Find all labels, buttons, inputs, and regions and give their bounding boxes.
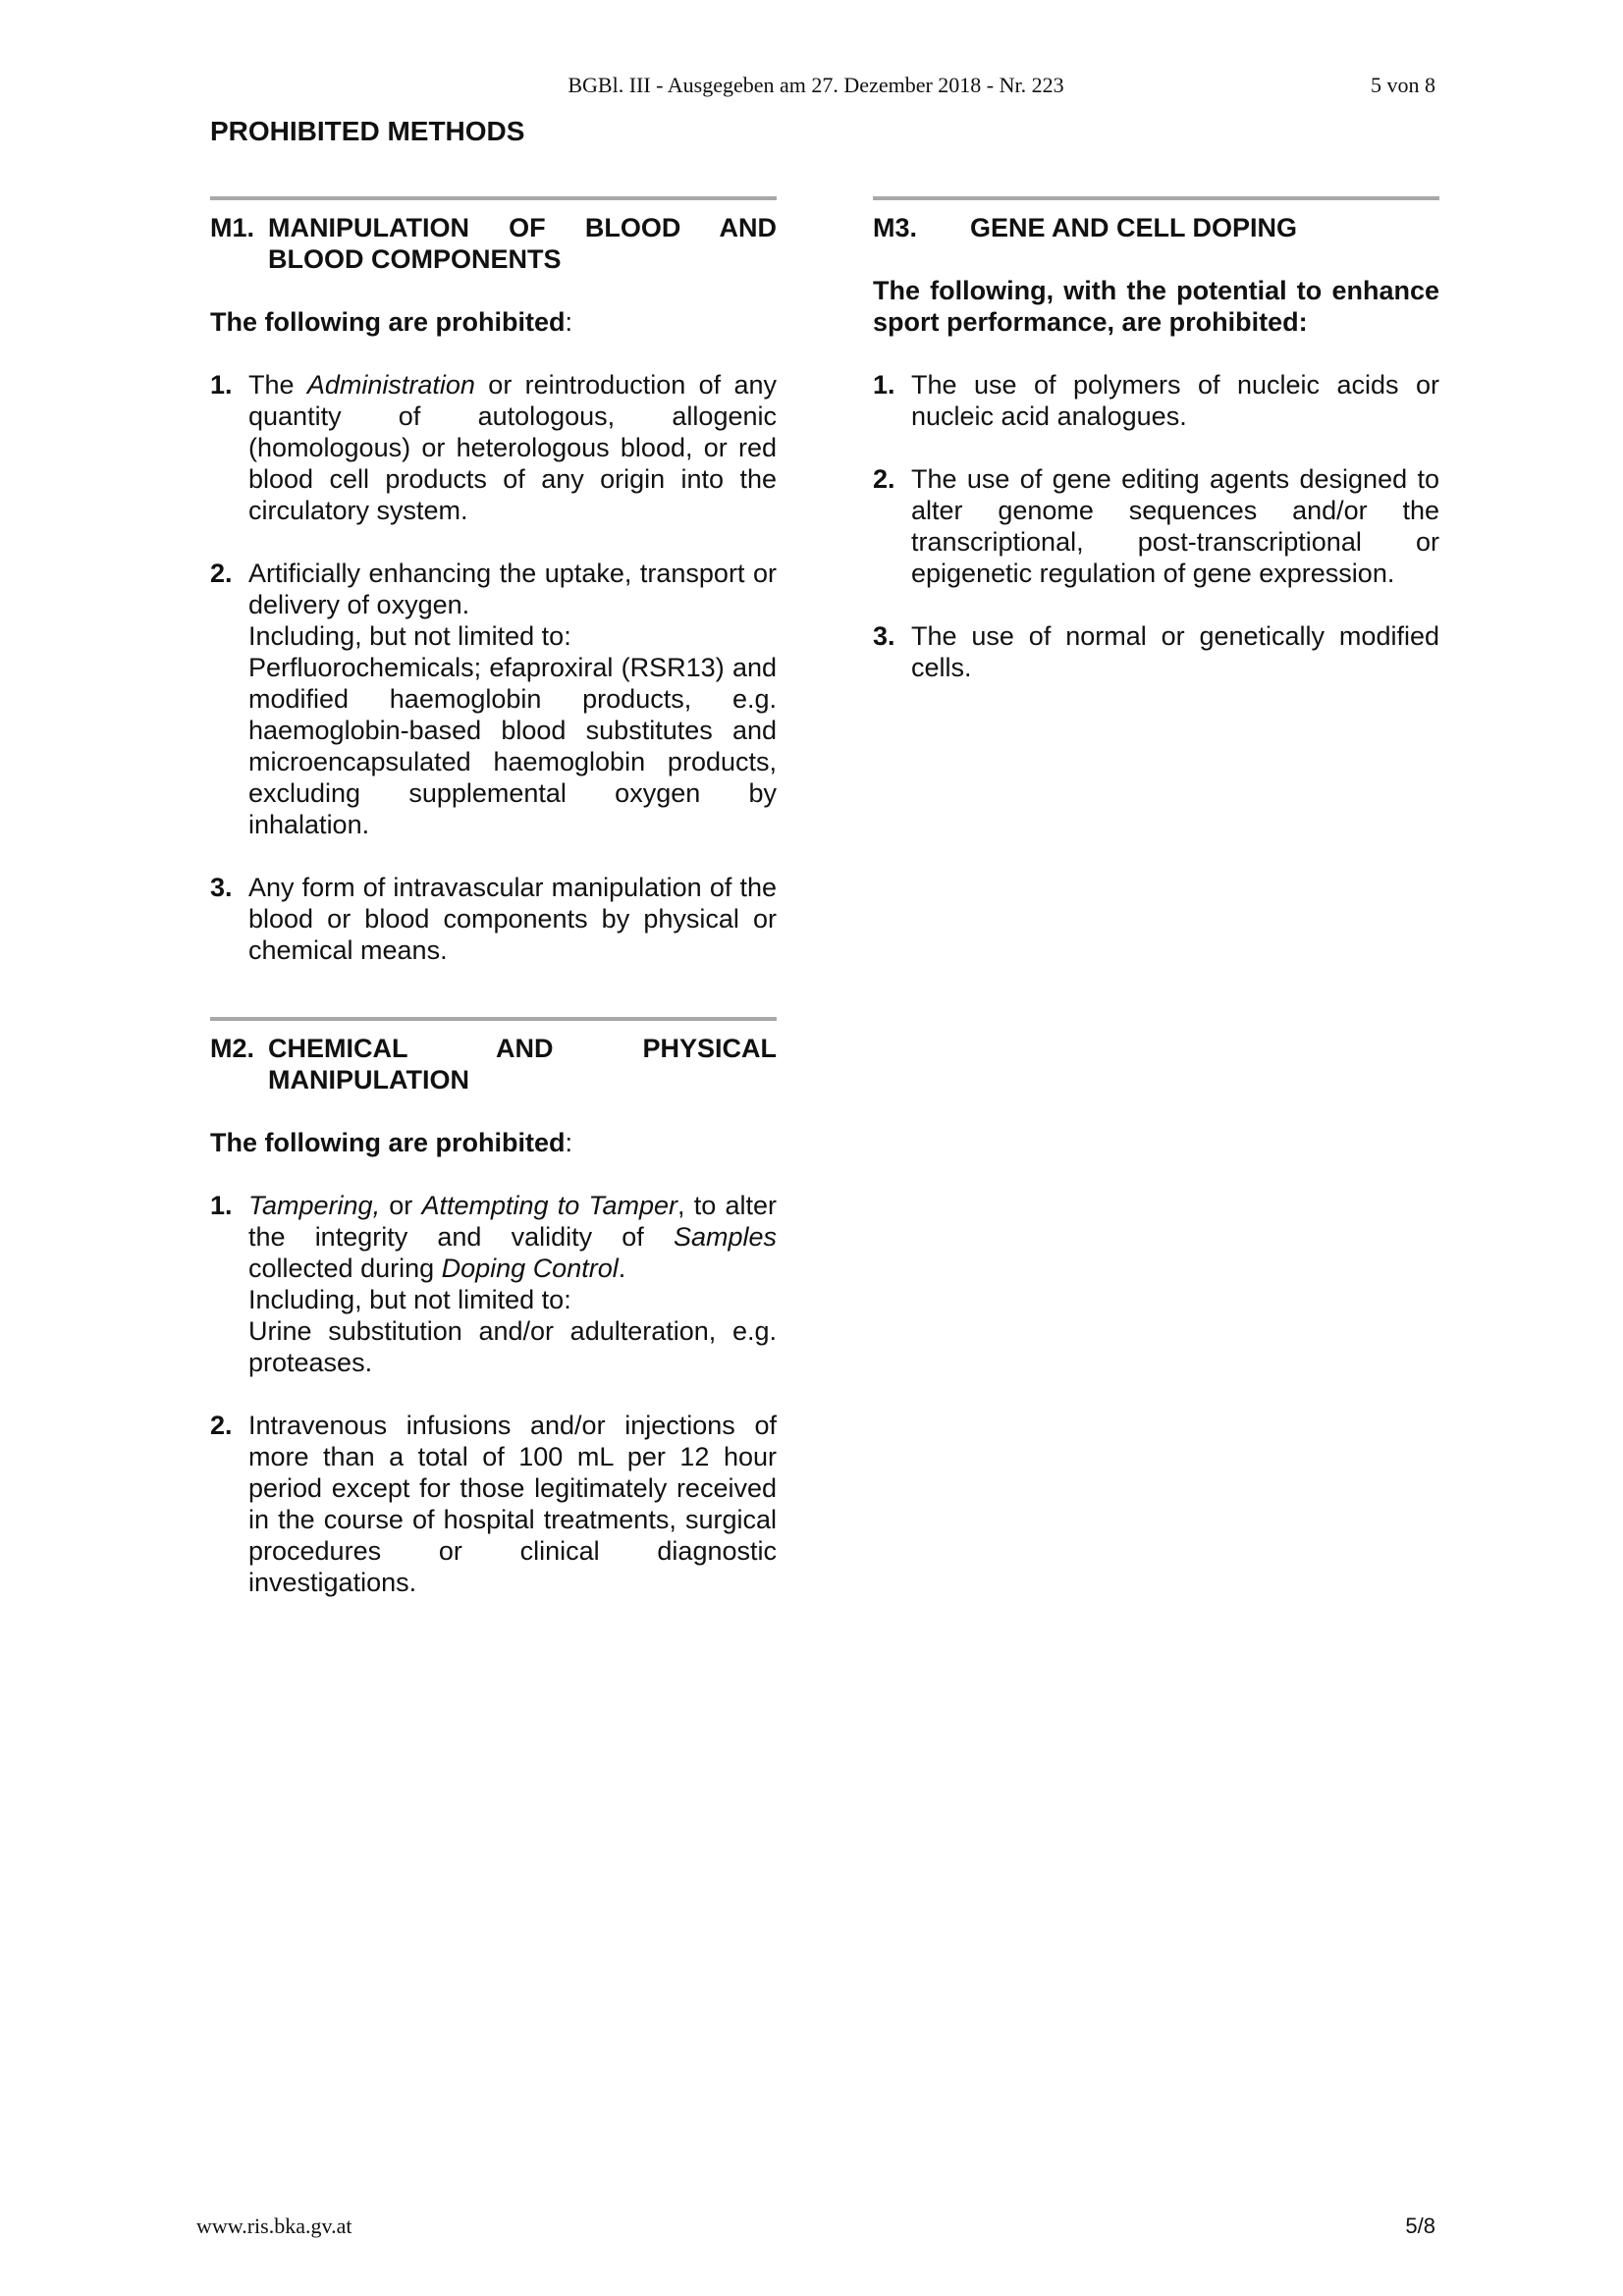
item-text — [248, 558, 777, 840]
list-item — [210, 1410, 777, 1598]
item-text: The Administration or reintroduction of any quantity of autologous, allogenic (homologous) or heterologous blood, or red blood cell products of any origin into the circulatory system. — [248, 370, 777, 525]
intro-text: The following are prohibited — [210, 307, 566, 337]
item-list — [210, 1190, 777, 1598]
section-divider — [210, 196, 777, 200]
item-main-text: Artificially enhancing the uptake, transport or delivery of oxygen. — [248, 559, 777, 619]
item-text: Intravenous infusions and/or injections of more than a total of 100 mL per 12 hour period except for those legitimately received in the course of hospital treatments, surgical procedures or clinical diagnostic investigations. — [248, 1411, 777, 1597]
defined-term: Samples — [673, 1222, 777, 1252]
footer-page-number: 5/8 — [1405, 2214, 1435, 2238]
section-m1 — [210, 196, 777, 966]
list-item — [210, 558, 777, 840]
section-number: M2. — [210, 1034, 255, 1063]
item-text: The use of polymers of nucleic acids or nucleic acid analogues. — [911, 370, 1439, 431]
section-title — [210, 1033, 777, 1095]
item-main-text: Tampering, or Attempting to Tamper, to alter the integrity and validity of Samples collected during Doping Control. — [248, 1191, 777, 1283]
section-m2 — [210, 1017, 777, 1598]
section-intro — [210, 1127, 777, 1158]
left-column — [210, 196, 777, 1629]
defined-term: Doping Control — [441, 1254, 619, 1283]
intro-colon: : — [565, 307, 573, 337]
header-publication-info: BGBl. III - Ausgegeben am 27. Dezember 2018 - Nr. 223 — [568, 73, 1064, 97]
item-number: 1. — [873, 370, 895, 400]
item-number: 1. — [210, 1191, 233, 1220]
document-heading: PROHIBITED METHODS — [210, 116, 525, 146]
item-including-label: Including, but not limited to: — [248, 621, 571, 651]
item-number: 2. — [210, 1411, 233, 1440]
item-including-label: Including, but not limited to: — [248, 1285, 571, 1314]
section-title-text: MANIPULATION OF BLOOD AND BLOOD COMPONENTS — [268, 213, 777, 274]
page-header — [196, 73, 1435, 106]
section-title — [210, 212, 777, 275]
item-text: The use of gene editing agents designed to alter genome sequences and/or the transcriptional, post-transcriptional or epigenetic regulation of gene expression. — [911, 464, 1439, 588]
item-text: The use of normal or genetically modified cells. — [911, 621, 1439, 682]
section-number: M3. — [873, 213, 918, 242]
item-number: 1. — [210, 370, 233, 400]
list-item — [210, 872, 777, 966]
right-column — [873, 196, 1439, 715]
list-item — [210, 1190, 777, 1378]
list-item — [873, 463, 1439, 589]
list-item — [873, 620, 1439, 683]
intro-text: The following are prohibited — [210, 1128, 566, 1157]
list-item — [873, 369, 1439, 432]
item-detail-text: Perfluorochemicals; efaproxiral (RSR13) and modified haemoglobin products, e.g. haemoglobin-based blood substitutes and microencapsulated haemoglobin products, excluding supplemental oxygen by inhalation. — [248, 653, 777, 839]
section-title-text: GENE AND CELL DOPING — [970, 213, 1298, 242]
item-number: 3. — [873, 621, 895, 651]
item-text — [248, 1190, 777, 1378]
defined-term: Administration — [306, 370, 475, 400]
defined-term: Tampering, — [248, 1191, 381, 1220]
section-number: M1. — [210, 213, 255, 242]
item-detail-text: Urine substitution and/or adulteration, e.g. proteases. — [248, 1316, 777, 1377]
section-title — [873, 212, 1439, 243]
section-title-text: CHEMICAL AND PHYSICAL MANIPULATION — [268, 1034, 777, 1095]
item-number: 3. — [210, 873, 233, 902]
section-divider — [210, 1017, 777, 1021]
section-intro — [210, 306, 777, 338]
defined-term: Attempting to Tamper — [421, 1191, 678, 1220]
item-number: 2. — [210, 559, 233, 588]
item-number: 2. — [873, 464, 895, 494]
section-m3 — [873, 196, 1439, 683]
section-divider — [873, 196, 1439, 200]
section-intro: The following, with the potential to enhance sport performance, are prohibited: — [873, 276, 1439, 337]
item-text: Any form of intravascular manipulation of the blood or blood components by physical or chemical means. — [248, 873, 777, 965]
header-page-number: 5 von 8 — [1371, 73, 1435, 97]
footer-url: www.ris.bka.gv.at — [196, 2214, 352, 2238]
list-item — [210, 369, 777, 526]
intro-colon: : — [565, 1128, 573, 1157]
item-list — [210, 369, 777, 966]
item-list — [873, 369, 1439, 683]
page-footer — [196, 2214, 1435, 2243]
